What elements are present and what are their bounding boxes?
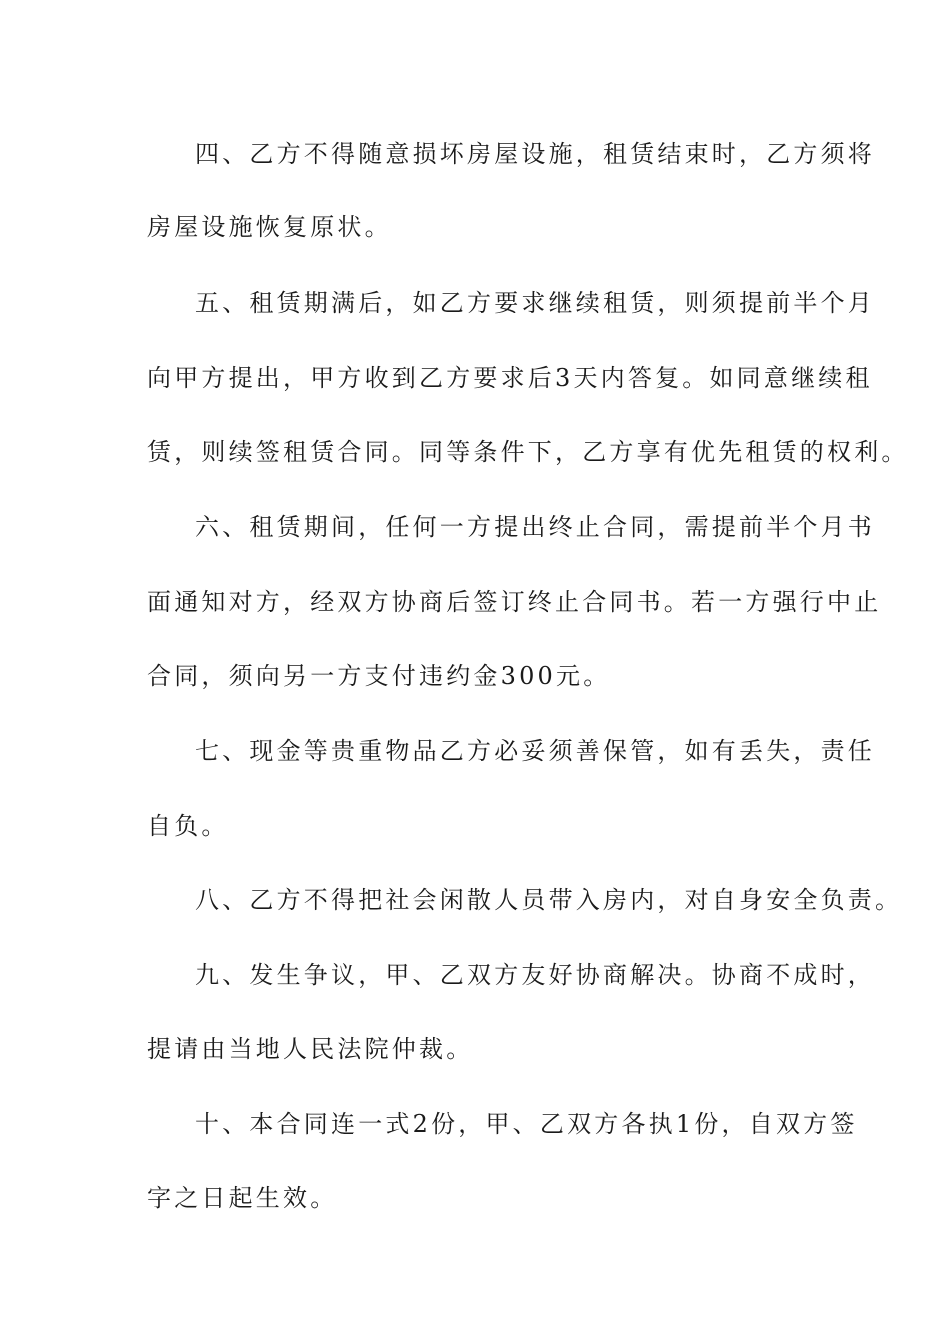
clause-6-line-2: 面通知对方，经双方协商后签订终止合同书。若一方强行中止: [147, 588, 882, 616]
clause-9-line-1: 九、发生争议，甲、乙双方友好协商解决。协商不成时，: [195, 961, 875, 989]
clause-6-line-1: 六、租赁期间，任何一方提出终止合同，需提前半个月书: [195, 513, 875, 541]
clause-7-line-2: 自负。: [147, 812, 229, 840]
clause-10-line-2: 字之日起生效。: [147, 1184, 338, 1212]
clause-9-line-2: 提请由当地人民法院仲裁。: [147, 1035, 474, 1063]
clause-6-line-3: 合同，须向另一方支付违约金300元。: [147, 662, 611, 690]
clause-5-line-2: 向甲方提出，甲方收到乙方要求后3天内答复。如同意继续租: [147, 364, 873, 392]
clause-4-line-2: 房屋设施恢复原状。: [147, 213, 392, 241]
clause-8-line-1: 八、乙方不得把社会闲散人员带入房内，对自身安全负责。: [195, 886, 903, 914]
clause-5-line-3: 赁，则续签租赁合同。同等条件下，乙方享有优先租赁的权利。: [147, 438, 909, 466]
clause-7-line-1: 七、现金等贵重物品乙方必妥须善保管，如有丢失，责任: [195, 737, 875, 765]
clause-10-line-1: 十、本合同连一式2份，甲、乙双方各执1份，自双方签: [195, 1110, 858, 1138]
clause-5-line-1: 五、租赁期满后，如乙方要求继续租赁，则须提前半个月: [195, 289, 875, 317]
clause-4-line-1: 四、乙方不得随意损坏房屋设施，租赁结束时，乙方须将: [195, 140, 875, 168]
